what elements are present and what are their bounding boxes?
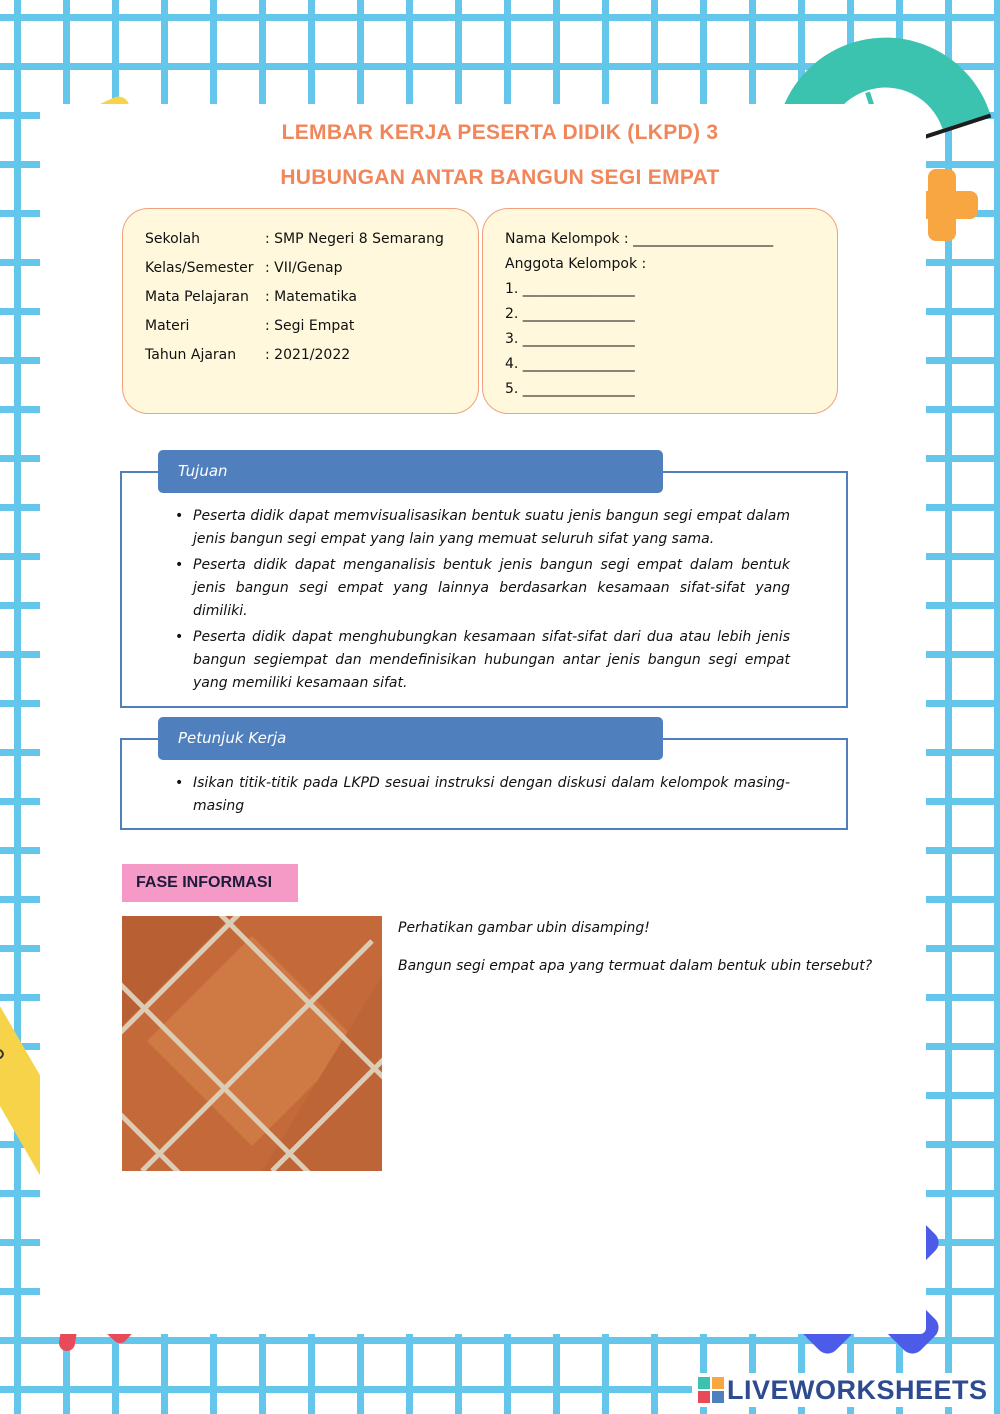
petunjuk-heading: Petunjuk Kerja xyxy=(158,717,663,760)
question-1: Perhatikan gambar ubin disamping! xyxy=(398,920,650,936)
tujuan-heading: Tujuan xyxy=(158,450,663,493)
group-member-field-4[interactable]: 4. ________________ xyxy=(505,356,635,372)
tile-pattern-icon xyxy=(122,916,382,1171)
brand-text: LIVEWORKSHEETS xyxy=(727,1374,988,1405)
petunjuk-item-1: • Isikan titik-titik pada LKPD sesuai instruksi dengan diskusi dalam kelompok masing-masing xyxy=(173,772,790,818)
identity-label-subject: Mata Pelajaran xyxy=(145,289,249,305)
phase-label: FASE INFORMASI xyxy=(122,864,298,902)
group-member-field-5[interactable]: 5. ________________ xyxy=(505,381,635,397)
tujuan-item-1: • Peserta didik dapat memvisualisasikan bentuk suatu jenis bangun segi empat dalam jenis bangun segi empat yang lain yang memuat seluruh sifat yang sama. xyxy=(173,505,790,551)
identity-value-subject: : Matematika xyxy=(265,289,357,305)
identity-label-topic: Materi xyxy=(145,318,190,334)
identity-value-topic: : Segi Empat xyxy=(265,318,355,334)
identity-label-class: Kelas/Semester xyxy=(145,260,254,276)
identity-value-year: : 2021/2022 xyxy=(265,347,351,363)
identity-value-school: : SMP Negeri 8 Semarang xyxy=(265,231,444,247)
tujuan-list xyxy=(173,505,790,698)
identity-label-year: Tahun Ajaran xyxy=(145,347,237,363)
identity-label-school: Sekolah xyxy=(145,231,201,247)
tujuan-item-2: • Peserta didik dapat menganalisis bentuk jenis bangun segi empat dalam bentuk jenis bangun segi empat yang lainnya berdasarkan kesamaan sifat-sifat yang dimiliki. xyxy=(173,554,790,623)
tujuan-item-3: • Peserta didik dapat menghubungkan kesamaan sifat-sifat dari dua atau lebih jenis bangun segiempat dan mendefinisikan hubungan antar jenis bangun segi empat yang memiliki kesamaan sifat. xyxy=(173,626,790,695)
group-member-field-1[interactable]: 1. ________________ xyxy=(505,281,635,297)
group-name-field[interactable]: Nama Kelompok : ____________________ xyxy=(505,231,774,247)
identity-value-class: : VII/Genap xyxy=(265,260,343,276)
group-members-label: Anggota Kelompok : xyxy=(505,256,647,272)
identity-card xyxy=(122,208,479,414)
group-member-field-3[interactable]: 3. ________________ xyxy=(505,331,635,347)
question-2: Bangun segi empat apa yang termuat dalam bentuk ubin tersebut? xyxy=(398,958,873,974)
brand-mark-icon xyxy=(698,1377,724,1403)
tile-floor-image xyxy=(122,916,382,1171)
group-member-field-2[interactable]: 2. ________________ xyxy=(505,306,635,322)
group-card xyxy=(482,208,838,414)
worksheet-title-line2: HUBUNGAN ANTAR BANGUN SEGI EMPAT xyxy=(280,166,720,189)
brand-logo xyxy=(692,1373,994,1407)
petunjuk-list xyxy=(173,772,790,821)
worksheet-title-line1: LEMBAR KERJA PESERTA DIDIK (LKPD) 3 xyxy=(281,121,719,144)
